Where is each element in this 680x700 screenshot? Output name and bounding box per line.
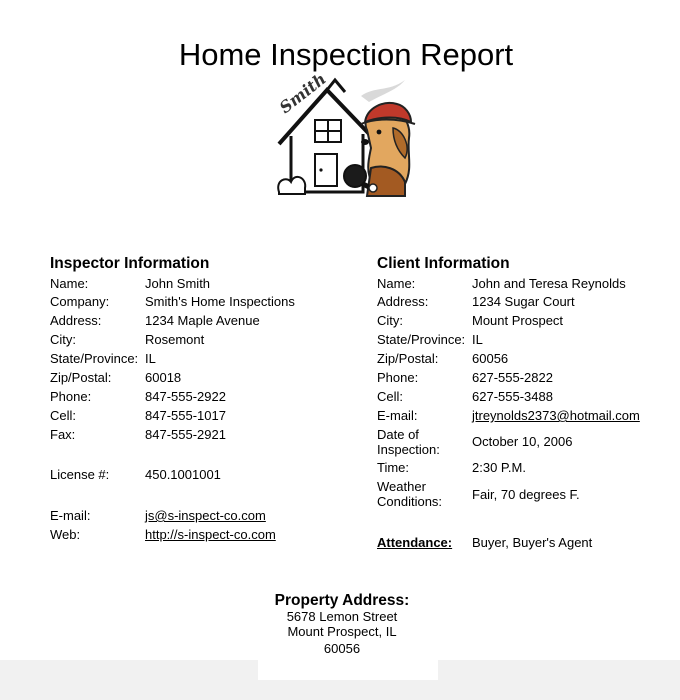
field-value: 847-555-1017 <box>145 408 226 423</box>
field-value: 847-555-2922 <box>145 389 226 404</box>
field-value: October 10, 2006 <box>472 434 573 449</box>
field-label: Attendance: <box>377 535 453 550</box>
property-street: 5678 Lemon Street <box>286 609 398 624</box>
field-value: 60018 <box>145 370 182 385</box>
field-label: E-mail: <box>50 508 91 523</box>
field-label: Address: <box>50 313 102 328</box>
field-label: Date of Inspection: <box>377 427 440 457</box>
field-label: Address: <box>377 294 429 309</box>
field-value: 450.1001001 <box>145 467 221 482</box>
field-label: State/Province: <box>50 351 139 366</box>
house-inspector-illustration <box>265 72 425 204</box>
field-label: Phone: <box>377 370 419 385</box>
field-value: 60056 <box>472 351 509 366</box>
field-label: Phone: <box>50 389 92 404</box>
field-label: License #: <box>50 467 110 482</box>
field-value: John Smith <box>145 276 211 291</box>
field-label: State/Province: <box>377 332 466 347</box>
field-value: 1234 Maple Avenue <box>145 313 260 328</box>
field-label: Time: <box>377 460 410 475</box>
inspector-logo <box>265 72 425 204</box>
report-page-tail <box>258 660 438 680</box>
field-label: Cell: <box>377 389 404 404</box>
field-label: City: <box>50 332 76 347</box>
field-value: 627-555-3488 <box>472 389 553 404</box>
field-value: IL <box>145 351 156 366</box>
field-label: Company: <box>50 294 110 309</box>
property-city: Mount Prospect, IL <box>287 624 397 639</box>
field-label: Name: <box>377 276 416 291</box>
field-value: 627-555-2822 <box>472 370 553 385</box>
inspector-web-link[interactable]: http://s-inspect-co.com <box>145 527 276 542</box>
inspector-heading: Inspector Information <box>50 255 210 272</box>
field-value: 2:30 P.M. <box>472 460 526 475</box>
field-value: Smith's Home Inspections <box>145 294 295 309</box>
client-heading: Client Information <box>377 255 510 272</box>
field-label: Cell: <box>50 408 77 423</box>
field-label: E-mail: <box>377 408 418 423</box>
field-value: Mount Prospect <box>472 313 564 328</box>
field-value: Fair, 70 degrees F. <box>472 487 580 502</box>
field-label: Web: <box>50 527 81 542</box>
field-value: 1234 Sugar Court <box>472 294 575 309</box>
field-value: 847-555-2921 <box>145 427 226 442</box>
field-value: John and Teresa Reynolds <box>472 276 626 291</box>
field-value: IL <box>472 332 483 347</box>
logo-text: Smith <box>275 72 330 118</box>
client-email-link[interactable]: jtreynolds2373@hotmail.com <box>472 408 640 423</box>
field-label: City: <box>377 313 403 328</box>
report-title: Home Inspection Report <box>178 37 514 72</box>
field-value: Buyer, Buyer's Agent <box>472 535 593 550</box>
property-zip: 60056 <box>323 641 361 656</box>
field-label: Zip/Postal: <box>377 351 439 366</box>
field-label: Name: <box>50 276 89 291</box>
field-value: Rosemont <box>145 332 205 347</box>
inspector-email-link[interactable]: js@s-inspect-co.com <box>145 508 266 523</box>
field-label: Weather Conditions: <box>377 479 443 509</box>
field-label: Zip/Postal: <box>50 370 112 385</box>
property-heading: Property Address: <box>274 592 410 609</box>
field-label: Fax: <box>50 427 76 442</box>
